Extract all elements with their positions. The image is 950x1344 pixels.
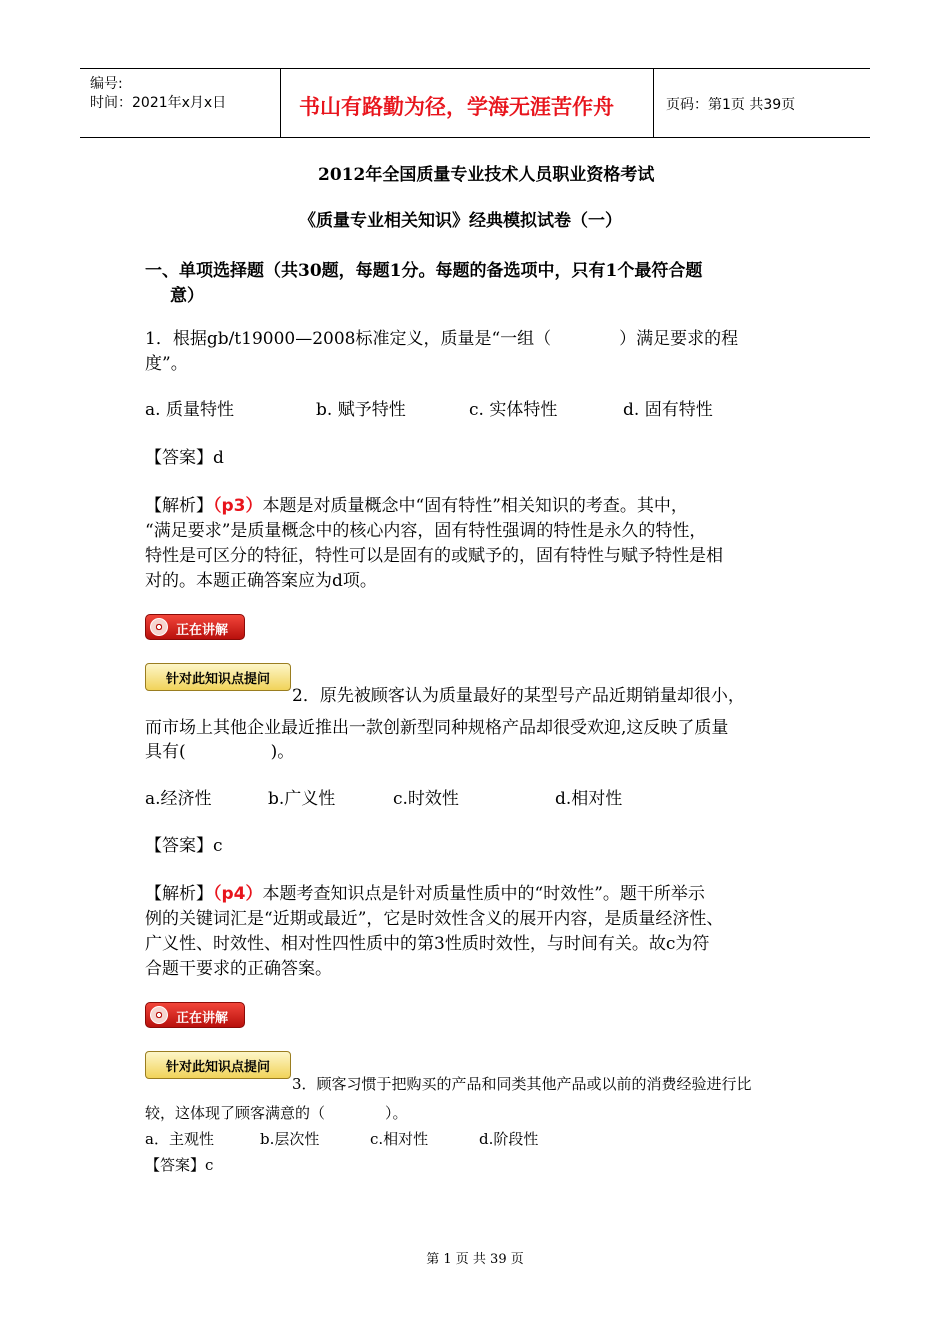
q2-analysis-line4: 合题干要求的正确答案。 <box>145 959 332 979</box>
q2-option-d: d.相对性 <box>555 789 623 809</box>
page-reference: （p3） <box>213 496 263 516</box>
q1-option-c: c. 实体特性 <box>469 400 558 420</box>
analysis-text: 本题是对质量概念中“固有特性”相关知识的考查。其中， <box>262 496 688 516</box>
q1-option-a: a. 质量特性 <box>145 400 234 420</box>
section-heading-line1: 一、单项选择题（共30题，每题1分。每题的备选项中，只有1个最符合题 <box>145 261 703 281</box>
analysis-text: 本题考查知识点是针对质量性质中的“时效性”。题干所举示 <box>262 884 705 904</box>
q2-analysis-line2: 例的关键词汇是“近期或最近”，它是时效性含义的展开内容，是质量经济性、 <box>145 909 724 929</box>
ask-button-label: 针对此知识点提问 <box>165 1060 270 1075</box>
q1-analysis-line4: 对的。本题正确答案应为d项。 <box>145 571 377 591</box>
q2-answer: 【答案】c <box>145 836 223 856</box>
q1-answer: 【答案】d <box>145 448 224 468</box>
q3-option-d: d.阶段性 <box>479 1130 539 1148</box>
q2-option-a: a.经济性 <box>145 789 212 809</box>
q1-stem-line1: 1．根据gb/t19000—2008标准定义，质量是“一组（ ）满足要求的程 <box>145 329 739 349</box>
motto: 书山有路勤为径，学海无涯苦作舟 <box>299 95 614 119</box>
q2-analysis-line1 <box>145 882 705 906</box>
header-meta-cell <box>80 69 281 137</box>
q1-analysis-line2: “满足要求”是质量概念中的核心内容，固有特性强调的特性是永久的特性， <box>145 521 707 541</box>
header-page-cell <box>654 69 870 137</box>
q3-stem-line2: 较，这体现了顾客满意的（ ）。 <box>145 1104 408 1122</box>
q3-option-a: a．主观性 <box>145 1130 214 1148</box>
q3-option-b: b.层次性 <box>260 1130 320 1148</box>
document-subtitle: 《质量专业相关知识》经典模拟试卷（一） <box>299 211 622 231</box>
page-reference: （p4） <box>213 884 263 904</box>
q2-stem-line1: 2．原先被顾客认为质量最好的某型号产品近期销量却很小， <box>292 686 745 706</box>
q1-analysis-line1 <box>145 494 688 518</box>
lecture-button-label: 正在讲解 <box>176 623 229 638</box>
page-footer: 第 1 页 共 39 页 <box>426 1252 524 1267</box>
ask-button-label: 针对此知识点提问 <box>165 672 270 687</box>
q1-option-b: b. 赋予特性 <box>316 400 406 420</box>
page-info: 页码：第1页 共39页 <box>666 97 796 113</box>
ask-question-button[interactable] <box>145 1051 291 1079</box>
analysis-label: 【解析】 <box>145 496 213 516</box>
page-header <box>80 68 870 138</box>
q3-answer: 【答案】c <box>145 1156 214 1174</box>
disc-icon <box>150 618 168 636</box>
lecture-button-label: 正在讲解 <box>176 1011 229 1026</box>
q2-stem-line2: 而市场上其他企业最近推出一款创新型同种规格产品却很受欢迎,这反映了质量 <box>145 718 729 738</box>
lecture-button[interactable] <box>145 614 245 640</box>
analysis-label: 【解析】 <box>145 884 213 904</box>
q3-option-c: c.相对性 <box>370 1130 429 1148</box>
q2-option-c: c.时效性 <box>393 789 459 809</box>
section-heading-line2: 意） <box>170 286 204 306</box>
document-title: 2012年全国质量专业技术人员职业资格考试 <box>318 165 655 185</box>
q2-analysis-line3: 广义性、时效性、相对性四性质中的第3性质时效性，与时间有关。故c为符 <box>145 934 710 954</box>
lecture-button[interactable] <box>145 1002 245 1028</box>
q2-option-b: b.广义性 <box>268 789 336 809</box>
q1-stem-line2: 度”。 <box>145 354 188 374</box>
q1-option-d: d. 固有特性 <box>623 400 713 420</box>
disc-icon <box>150 1006 168 1024</box>
q3-stem-line1: 3．顾客习惯于把购买的产品和同类其他产品或以前的消费经验进行比 <box>292 1075 752 1093</box>
number-label: 编号: <box>90 76 123 92</box>
q1-analysis-line3: 特性是可区分的特征，特性可以是固有的或赋予的，固有特性与赋予特性是相 <box>145 546 723 566</box>
header-motto-cell <box>281 69 654 137</box>
time-label: 时间：2021年x月x日 <box>90 95 227 111</box>
ask-question-button[interactable] <box>145 663 291 691</box>
q2-stem-line3: 具有( )。 <box>145 742 295 762</box>
